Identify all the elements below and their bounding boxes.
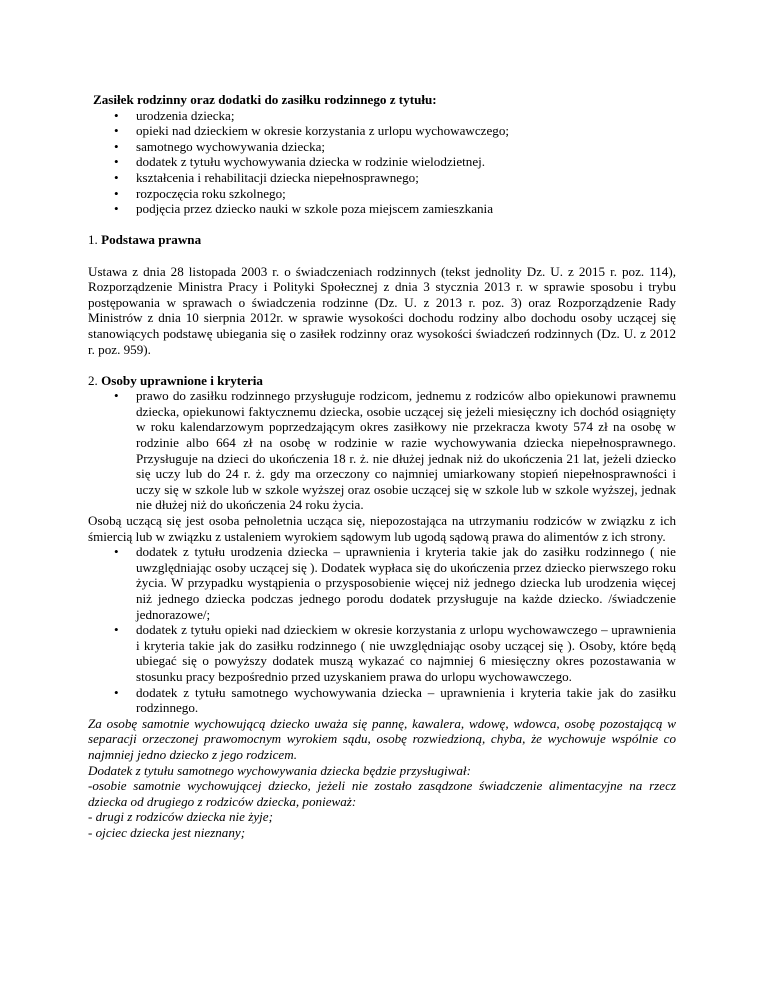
list-item: • urodzenia dziecka;	[136, 108, 676, 124]
single-parent-condition: -osobie samotnie wychowującej dziecko, jeżeli nie zostało zasądzone świadczenie alimentacyjne na rzecz dziecka od drugiego z rodziców dziecka, ponieważ:	[88, 778, 676, 809]
list-item: • rozpoczęcia roku szkolnego;	[136, 186, 676, 202]
condition-item: - drugi z rodziców dziecka nie żyje;	[88, 809, 273, 825]
benefit-types-list	[88, 108, 676, 217]
eligibility-list	[88, 388, 676, 513]
list-item: • dodatek z tytułu opieki nad dzieckiem w okresie korzystania z urlopu wychowawczego – uprawnienia i kryteria takie jak do zasiłku rodzinnego ( nie uwzględniając osoby uczącej się ). Osoby, które będą ubiegać się o powyższy dodatek muszą wykazać co najmniej 6 miesięczny okres pozostawania w stosunku pracy bezpośrednio przed uzyskaniem prawa do urlopu wychowawczego.	[136, 622, 676, 684]
document-page	[88, 92, 676, 841]
section-title: Osoby uprawnione i kryteria	[101, 372, 263, 388]
section-2-heading	[88, 373, 676, 389]
student-definition-paragraph: Osobą uczącą się jest osoba pełnoletnia ucząca się, niepozostająca na utrzymaniu rodziców w związku z ich śmiercią lub w związku z ustaleniem wyrokiem sądowym lub ugodą sądową prawa do alimentów z ich strony.	[88, 513, 676, 544]
list-item: • prawo do zasiłku rodzinnego przysługuje rodzicom, jednemu z rodziców albo opiekunowi prawnemu dziecka, opiekunowi faktycznemu dziecka, osobie uczącej się jeżeli miesięczny ich dochód osiągnięty w roku kalendarzowym poprzedzającym okres zasiłkowy nie przekracza kwoty 574 zł na osobę w rodzinie albo 664 zł na osobę w rodzinie w razie wychowywania dziecka niepełnosprawnego. Przysługuje na dzieci do ukończenia 18 r. ż. nie dłużej jednak niż do ukończenia 21 lat, jeżeli dziecko się uczy lub do 24 r. ż. gdy ma orzeczony co najmniej umiarkowany stopień niepełnosprawności i uczy się w szkole lub w szkole wyższej oraz osobie uczącej się w szkole lub w szkole wyższej, jednak nie dłużej niż do ukończenia 24 roku życia.	[136, 388, 676, 513]
single-parent-heading: Dodatek z tytułu samotnego wychowywania dziecka będzie przysługiwał:	[88, 762, 471, 778]
list-item: • dodatek z tytułu urodzenia dziecka – uprawnienia i kryteria takie jak do zasiłku rodzinnego ( nie uwzględniając osoby uczącej się ). Dodatek wypłaca się do ukończenia przez dziecko pierwszego roku życia. W przypadku wystąpienia o przysposobienie więcej niż jednego dziecka lub urodzenia więcej niż jednego dziecka podczas jednego porodu dodatek przysługuje na każde dziecko. /świadczenie jednorazowe/;	[136, 544, 676, 622]
list-item: • dodatek z tytułu samotnego wychowywania dziecka – uprawnienia i kryteria takie jak do zasiłku rodzinnego.	[136, 685, 676, 716]
list-item: • kształcenia i rehabilitacji dziecka niepełnosprawnego;	[136, 170, 676, 186]
single-parent-definition: Za osobę samotnie wychowującą dziecko uważa się pannę, kawalera, wdowę, wdowca, osobę pozostającą w separacji orzeczonej prawomocnym wyrokiem sądu, osobę rozwiedzioną, chyba, że wychowuje wspólnie co najmniej jedno dziecko z jego rodzicem.	[88, 715, 676, 762]
legal-basis-paragraph: Ustawa z dnia 28 listopada 2003 r. o świadczeniach rodzinnych (tekst jednolity Dz. U. z 2015 r. poz. 114), Rozporządzenie Ministra Pracy i Polityki Społecznej z dnia 3 stycznia 2013 r. w sprawie sposobu i trybu postępowania w sprawach o świadczenia rodzinne (Dz. U. z 2013 r. poz. 3) oraz Rozporządzenie Rady Ministrów z dnia 10 sierpnia 2012r. w sprawie wysokości dochodu rodziny albo dochodu osoby uczącej się stanowiących podstawę ubiegania się o zasiłek rodzinny oraz wysokości świadczeń rodzinnych (Dz. U. z 2012 r. poz. 959).	[88, 263, 676, 357]
section-1-heading	[88, 232, 676, 248]
list-item: • podjęcia przez dziecko nauki w szkole poza miejscem zamieszkania	[136, 201, 676, 217]
document-title: Zasiłek rodzinny oraz dodatki do zasiłku rodzinnego z tytułu:	[93, 92, 437, 107]
section-title: Podstawa prawna	[101, 232, 202, 248]
list-item: • opieki nad dzieckiem w okresie korzystania z urlopu wychowawczego;	[136, 123, 676, 139]
section-number: 2.	[88, 372, 98, 388]
list-item: • samotnego wychowywania dziecka;	[136, 139, 676, 155]
supplements-list	[88, 544, 676, 716]
list-item: • dodatek z tytułu wychowywania dziecka w rodzinie wielodzietnej.	[136, 154, 676, 170]
section-number: 1.	[88, 232, 98, 248]
condition-item: - ojciec dziecka jest nieznany;	[88, 824, 246, 840]
